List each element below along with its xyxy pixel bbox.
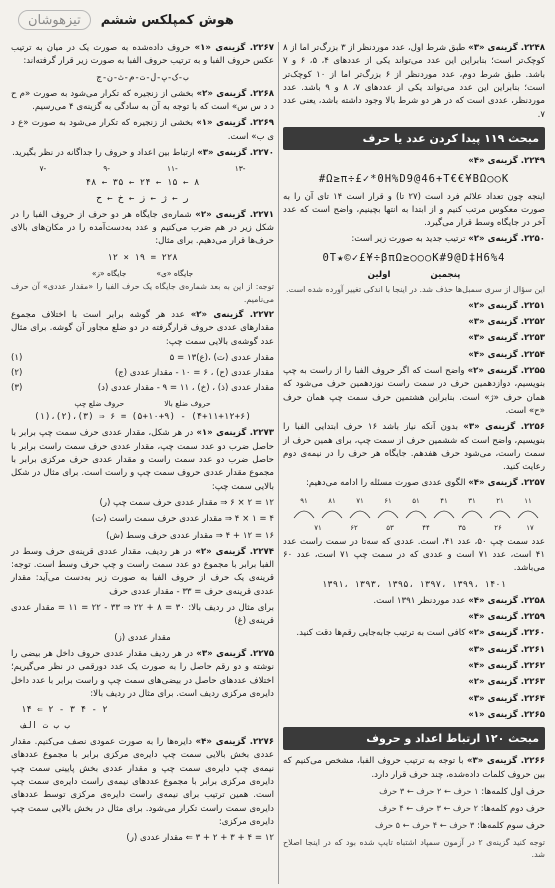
arc-number-bottom: ۱۷ bbox=[526, 523, 534, 532]
running-title: هوش کمپلکس ششم bbox=[100, 12, 234, 28]
answer-number: ۲۲۶۷. گزینه‌ی «۱» bbox=[194, 43, 274, 53]
arc-number: ۷۱ bbox=[356, 496, 364, 505]
short-answers-b bbox=[283, 644, 545, 723]
arc-number: ۸۱ bbox=[328, 496, 336, 505]
letter-chain: ر ← ژ ← ز ← خ ← ح bbox=[96, 193, 189, 204]
answer-text-2249: اینجه چون تعداد علائم فرد است (۲۷ تا) و قرار است ۱۴ تای آن را به صورت معکوس مرتب کنیم و از ابتدا به انتها بچینیم، واضح است که عدد آخر در جایگاه وسط قرار می‌گیرد. bbox=[283, 191, 545, 229]
arc bbox=[518, 511, 538, 518]
label-first: اولین bbox=[367, 270, 391, 281]
answer-number: ۲۲۵۵. گزینه‌ی «۲» bbox=[467, 365, 546, 376]
section-header-119: مبحث ۱۱۹ پیدا کردن عدد یا حرف bbox=[283, 127, 545, 150]
answer-2272 bbox=[11, 309, 274, 349]
answer-number: ۲۲۴۸. گزینه‌ی «۳» bbox=[468, 43, 545, 53]
chain-label: حرف دوم کلمه‌ها: bbox=[480, 804, 545, 815]
equation-total: (۱)،(۲)،(۳) ⇒ ۶ = (۵+۱۰+۹) - (۴+۱۱+۱۲+۶) bbox=[34, 412, 251, 423]
answer-note-2250: این سؤال از سری سمبل‌ها حذف شد. در اینجا با اندکی تغییر آورده شده است. bbox=[286, 285, 545, 295]
chain-step-labels bbox=[11, 163, 274, 175]
answer-text-2257: عدد سمت چپ ۵۰، عدد ۴۱، است. عددی که سه‌تا در سمت راست عدد ۴۱ است، عدد ۷۱ است و عددی که در سمت چپ ۷۱ است، عدد ۶۰ می‌باشد. bbox=[283, 536, 545, 574]
equation-row: ۱۶ = ۱۲ + ۴ ⇒ مقدار عددی حرف وسط (ش) bbox=[106, 530, 274, 541]
answer-2273 bbox=[11, 427, 274, 494]
label-fifth: پنجمین bbox=[430, 270, 461, 281]
answer-number: ۲۲۷۱. گزینه‌ی «۲» bbox=[195, 209, 274, 220]
sequence-labels bbox=[283, 269, 545, 282]
answer-2274 bbox=[11, 546, 274, 599]
arc bbox=[462, 511, 482, 518]
answer-text: ترتیب جدید به صورت زیر است: bbox=[351, 234, 466, 245]
answer-number: ۲۲۷۶. گزینه‌ی «۴» bbox=[195, 737, 275, 748]
answer-2251: ۲۲۵۱. گزینه‌ی «۲» bbox=[468, 300, 545, 311]
arc-number: ۶۱ bbox=[384, 496, 392, 505]
section-header-120: مبحث ۱۲۰ ارتباط اعداد و حروف bbox=[283, 727, 545, 750]
arc-number-bottom: ۳۵ bbox=[458, 523, 466, 532]
arc-number: ۹۱ bbox=[300, 496, 308, 505]
equation-row bbox=[11, 382, 274, 395]
answer-2261: ۲۲۶۱. گزینه‌ی «۳» bbox=[468, 644, 545, 655]
arc bbox=[378, 511, 398, 518]
answer-text: واضح است که اگر حروف الفبا را از راست به چپ بنویسیم، دوازدهمین حرف در سمت راست نوزدهمین حرف می‌شود که همان حرف «ژ» است. بنابراین هشتمین حرف سمت چپ همان حرف «ح» است. bbox=[283, 365, 545, 416]
year-sequence: ۱۳۹۱، ۱۳۹۳، ۱۳۹۵، ۱۳۹۷، ۱۳۹۹، ۱۴۰۱ bbox=[321, 579, 507, 590]
arc-number-bottom: ۷۱ bbox=[314, 523, 322, 532]
position-label: جایگاه «ی» bbox=[156, 268, 194, 278]
answer-number: ۲۲۵۶. گزینه‌ی «۳» bbox=[463, 422, 546, 433]
answer-text: کافی است به ترتیب جابه‌جایی رقم‌ها دقت کنید. bbox=[296, 628, 466, 639]
answer-2249 bbox=[283, 155, 545, 168]
arc bbox=[434, 511, 454, 518]
answer-text: طبق شرط اول، عدد موردنظر از ۳ بزرگ‌تر اما از ۸ کوچک‌تر است؛ بنابراین این عدد می‌تواند یکی از عددهای ۴، ۵، ۶ و ۷ باشد. طبق شرط دوم، عدد موردنظر از ۶ بزرگ‌تر اما از ۱۰ کوچک‌تر است؛ بنابراین این عدد می‌تواند یکی از عددهای ۷، ۸ و ۹ باشد. عدد موردنظر، عددی است که در هر دو شرط بالا وجود داشته باشد، یعنی عدد ۷. bbox=[283, 43, 545, 120]
label-top-side: حروف ضلع بالا bbox=[164, 398, 211, 408]
answer-text: بدون آنکه نیاز باشد ۱۶ حرف ابتدایی الفبا را بنویسیم، واضح است که ششمین حرف از سمت چپ، برای همین حرف از سمت راست، می‌شود حرف هفدهم. جایگاه هر حرف را در نیمه‌ی دوم رعایت کنید. bbox=[283, 422, 545, 473]
answer-number: ۲۲۷۳. گزینه‌ی «۱» bbox=[196, 428, 274, 439]
letter-chain-row bbox=[283, 819, 545, 833]
equation-text: مقدار عددی (ت) ،(ع)۱۳ = ۵ bbox=[169, 352, 274, 363]
arc bbox=[490, 511, 510, 518]
answer-2266 bbox=[283, 755, 545, 782]
answer-number: ۲۲۷۲. گزینه‌ی «۲» bbox=[190, 309, 274, 320]
letter-chains bbox=[283, 785, 545, 834]
answer-text: شماره‌ی جایگاه هر دو حرف از حروف الفبا را در شکل زیر در هم ضرب می‌کنیم و عدد به‌دست‌آمده را در مکان‌های بالای حرف‌ها قرار می‌دهیم. برای مثال: bbox=[11, 209, 274, 247]
answer-2253: ۲۲۵۳. گزینه‌ی «۳» bbox=[468, 333, 545, 344]
equation-text: مقدار عددی (ح) ، ۶ = ۱۰ - مقدار عددی (ج) bbox=[114, 368, 274, 379]
answer-2263: ۲۲۶۳. گزینه‌ی «۲» bbox=[468, 677, 545, 688]
answer-text: بخشی از زنجیره که تکرار می‌شود به صورت «ع د ی ب» است. bbox=[11, 118, 274, 142]
arc bbox=[294, 511, 314, 518]
chain-steps: ۱ حرف ← ۲ حرف ← ۳ حرف bbox=[379, 785, 479, 796]
step-label: -۷ bbox=[39, 164, 47, 174]
equation-labels bbox=[11, 398, 274, 410]
symbol-sequence-1: #Ω≥π÷£✓*0H%D9@46+T€€¥BΩ○○K bbox=[318, 173, 510, 186]
multiplication-labels bbox=[11, 268, 274, 280]
arc-number: ۱۱ bbox=[524, 496, 532, 505]
step-label: -۱۳ bbox=[234, 164, 246, 174]
position-label: جایگاه «ز» bbox=[91, 268, 127, 278]
step-label: -۱۱ bbox=[166, 164, 178, 174]
answer-number: ۲۲۵۸. گزینه‌ی «۴» bbox=[468, 595, 545, 606]
right-column bbox=[278, 42, 549, 884]
arc-number-diagram bbox=[283, 494, 545, 534]
answer-text: دایره‌ها را به صورت عمودی نصف می‌کنیم. مقدار عددی بخش بالایی سمت چپ دایره‌ی مرکزی برابر با مجموع عددهای نیمه‌ی چپ دایره‌ی سمت چپ و مقدار عددی بخش پایینی سمت چپ دایره‌ی مرکزی برابر با مجموع عددهای نیمه‌ی راست دایره‌ی سمت چپ است. همین ترتیب برای نیمه‌ی راست دایره‌ی مرکزی توسط عددهای دایره‌ی سمت راست تکرار می‌شود. برای مثال در بخش بالایی سمت چپ دایره‌ی مرکزی: bbox=[11, 737, 274, 828]
answer-number: ۲۲۷۴. گزینه‌ی «۲» bbox=[195, 546, 275, 557]
answer-2268 bbox=[11, 88, 274, 115]
answer-number: ۲۲۶۸. گزینه‌ی «۲» bbox=[196, 88, 274, 99]
answer-text: در هر ردیف، مقدار عددی قرینه‌ی حرف وسط در الفبا برابر با مجموع دو عدد سمت راست و چپ حرف وسط است. توجه: قرینه‌ی یک حرف از حروف الفبا به صورت زیر به‌دست می‌آید: مقدار عددی قرینه‌ی حرف = ۳۳ - مقدار عددی حرف bbox=[11, 546, 274, 597]
equation-number: (۳) bbox=[11, 383, 23, 394]
answer-number: ۲۲۵۷. گزینه‌ی «۴» bbox=[468, 478, 545, 489]
answer-number: ۲۲۶۹. گزینه‌ی «۱» bbox=[196, 118, 275, 129]
arc bbox=[350, 511, 370, 518]
chain-steps: ۲ حرف ← ۳ حرف ← ۴ حرف bbox=[378, 803, 478, 814]
answer-2254: ۲۲۵۴. گزینه‌ی «۴» bbox=[468, 349, 545, 360]
arc-number: ۳۱ bbox=[468, 496, 476, 505]
equation-2275-letters: ب ب ت الف bbox=[21, 721, 70, 732]
chain-label: حرف سوم کلمه‌ها: bbox=[477, 821, 545, 832]
arc bbox=[322, 511, 342, 518]
equation-2275: ۱۴ ⇐ ۲ - ۳ ۴ - ۲ bbox=[21, 705, 108, 716]
equation-number: (۲) bbox=[11, 368, 23, 379]
two-column-body bbox=[6, 42, 549, 884]
answer-2267 bbox=[11, 42, 274, 69]
letter-chain-row bbox=[283, 785, 545, 799]
answer-2248 bbox=[283, 42, 545, 122]
equation-row: ۱۲ = ۲ × ۶ ⇒ مقدار عددی حرف سمت چپ (ر) bbox=[99, 497, 274, 508]
answer-2256 bbox=[283, 421, 545, 474]
answer-text: با توجه به ترتیب حروف الفبا، مشخص می‌کنیم که بین حروف کلمات داده‌شده، چند حرف قرار دارد. bbox=[283, 756, 545, 780]
answer-2275 bbox=[11, 648, 274, 701]
answer-text: بخشی از زنجیره که تکرار می‌شود به صورت «م ح د د س س» است که با توجه به آن به سادگی به گزینه‌ی ۴ می‌رسیم. bbox=[11, 88, 274, 112]
brand-logo: تیزهوشان bbox=[18, 10, 91, 30]
equation-row bbox=[11, 367, 274, 380]
left-column bbox=[7, 42, 278, 884]
arcs bbox=[294, 511, 538, 518]
letter-chain-row bbox=[283, 802, 545, 816]
alternating-letter-sequence: ب-ک-پ-ل-ت-م-ث-ن-ج bbox=[96, 72, 189, 83]
answer-2270 bbox=[11, 147, 274, 160]
arc-number-bottom: ۲۶ bbox=[494, 523, 502, 532]
arc-number-bottom: ۴۴ bbox=[422, 523, 430, 532]
answer-number: ۲۲۵۰. گزینه‌ی «۲» bbox=[468, 234, 545, 245]
answer-2250 bbox=[283, 233, 545, 246]
answer-2258 bbox=[283, 595, 545, 608]
answer-text: الگوی عددی صورت مسئله را ادامه می‌دهیم: bbox=[306, 478, 466, 489]
answer-text: ارتباط بین اعداد و حروف را جداگانه در نظر بگیرید. bbox=[12, 147, 195, 158]
answer-2262: ۲۲۶۲. گزینه‌ی «۴» bbox=[468, 660, 545, 671]
arc bbox=[406, 511, 426, 518]
number-chain: ۴۸ ← ۳۵ ← ۲۴ ← ۱۵ ← ۸ bbox=[85, 177, 200, 188]
equation-2274: برای مثال در ردیف بالا: ۳۰ = ۸ + ۲۲ ⇒ ۳۳ - ۲۲ = ۱۱ = مقدار عددی قرینه‌ی (غ) bbox=[11, 603, 275, 627]
equation-text: مقدار عددی (ذ) ، (خ) ، ۱۱ = ۹ - مقدار عددی (د) bbox=[97, 383, 274, 394]
answer-number: ۲۲۴۹. گزینه‌ی «۴» bbox=[468, 155, 545, 166]
answer-2252: ۲۲۵۲. گزینه‌ی «۳» bbox=[468, 317, 545, 328]
chain-label: حرف اول کلمه‌ها: bbox=[481, 786, 545, 797]
answer-text: عدد موردنظر ۱۳۹۱ است. bbox=[373, 595, 466, 606]
answer-2264: ۲۲۶۴. گزینه‌ی «۳» bbox=[468, 693, 545, 704]
equation-2276: ۱۲ = ۴ + ۳ + ۲ + ۳ ⇐ مقدار عددی (ر) bbox=[126, 833, 274, 844]
answer-2265: ۲۲۶۵. گزینه‌ی «۱» bbox=[468, 709, 545, 720]
answer-note-2271: توجه: از این به بعد شماره‌ی جایگاه یک حرف الفبا را «مقدار عددی» آن حرف می‌نامیم. bbox=[11, 282, 274, 304]
equation-list-2273 bbox=[11, 497, 274, 543]
short-answers-a bbox=[283, 300, 545, 362]
answer-2269 bbox=[11, 117, 274, 144]
answer-2260 bbox=[283, 627, 545, 640]
answer-number: ۲۲۶۰. گزینه‌ی «۲» bbox=[468, 628, 545, 639]
label-left-side: حروف ضلع چپ bbox=[74, 398, 125, 408]
arc-number: ۲۱ bbox=[496, 496, 504, 505]
answer-2271 bbox=[11, 209, 274, 249]
chain-steps: ۳ حرف ← ۴ حرف ← ۵ حرف bbox=[374, 820, 475, 831]
answer-text: در هر ردیف مقدار عددی حروف داخل هر بیضی را نوشته و دو رقم حاصل را به صورت یک عدد دورقمی در نظر می‌گیریم؛ اختلاف عددهای حاصل در بیضی‌های سمت چپ و راست برابر با عدد داخل دایره‌ی مرکزی ردیف است. برای مثال در ردیف بالا: bbox=[11, 649, 274, 699]
equation-list bbox=[11, 352, 274, 396]
answer-2276 bbox=[11, 736, 274, 829]
answer-number: ۲۲۷۵. گزینه‌ی «۳» bbox=[196, 649, 274, 660]
equation-number: (۱) bbox=[11, 352, 23, 363]
arc-number: ۵۱ bbox=[412, 496, 420, 505]
answer-text: در هر شکل، مقدار عددی حرف سمت چپ برابر با حاصل ضرب دو عدد سمت چپ، مقدار عددی حرف سمت راست برابر با حاصل ضرب دو عدد سمت راست و مقدار عددی حرف مرکزی برابر با مجموع مقدار عددی حروف سمت چپ و راست است. برای مثال در شکل بالایی سمت چپ: bbox=[11, 428, 274, 492]
answer-number: ۲۲۶۶. گزینه‌ی «۳» bbox=[466, 756, 546, 767]
arc-number-bottom: ۵۳ bbox=[386, 523, 394, 532]
equation-row: ۴ = ۱ × ۴ ⇒ مقدار عددی حرف سمت راست (ت) bbox=[91, 514, 274, 525]
answer-note-2266: توجه کنید گزینه‌ی ۲ در آزمون سمپاد اشتباه تایپ شده بود که در اینجا اصلاح شد. bbox=[283, 837, 545, 860]
equation-2274-label: مقدار عددی (ز) bbox=[114, 632, 171, 643]
answer-2257 bbox=[283, 477, 545, 490]
arc-number-bottom: ۶۲ bbox=[350, 523, 358, 532]
answer-text: حروف داده‌شده به صورت یک در میان به ترتیب عکس حروف الفبا و به ترتیب حروف الفبا به صورت زیر قرار گرفته‌اند: bbox=[11, 43, 274, 67]
answer-2259: ۲۲۵۹. گزینه‌ی «۴» bbox=[468, 611, 545, 622]
arc-number: ۴۱ bbox=[440, 496, 448, 505]
equation-row bbox=[11, 352, 274, 365]
answer-2255 bbox=[283, 365, 545, 418]
symbol-sequence-2: 0T★©✓£¥÷βπΩ≥○○○K#9@D‡H6%4 bbox=[322, 251, 506, 264]
answer-text: عدد هر گوشه برابر است با اختلاف مجموع مقدارهای عددی حروف قرارگرفته در دو ضلع مجاور آن گوشه. برای مثال عدد گوشه‌ی بالایی سمت چپ: bbox=[11, 309, 274, 347]
step-label: -۹ bbox=[103, 164, 110, 174]
multiplication-example: ۱۲ × ۱۹ = ۲۲۸ bbox=[107, 252, 178, 263]
page-header bbox=[0, 0, 555, 40]
answer-number: ۲۲۷۰. گزینه‌ی «۳» bbox=[197, 147, 274, 158]
